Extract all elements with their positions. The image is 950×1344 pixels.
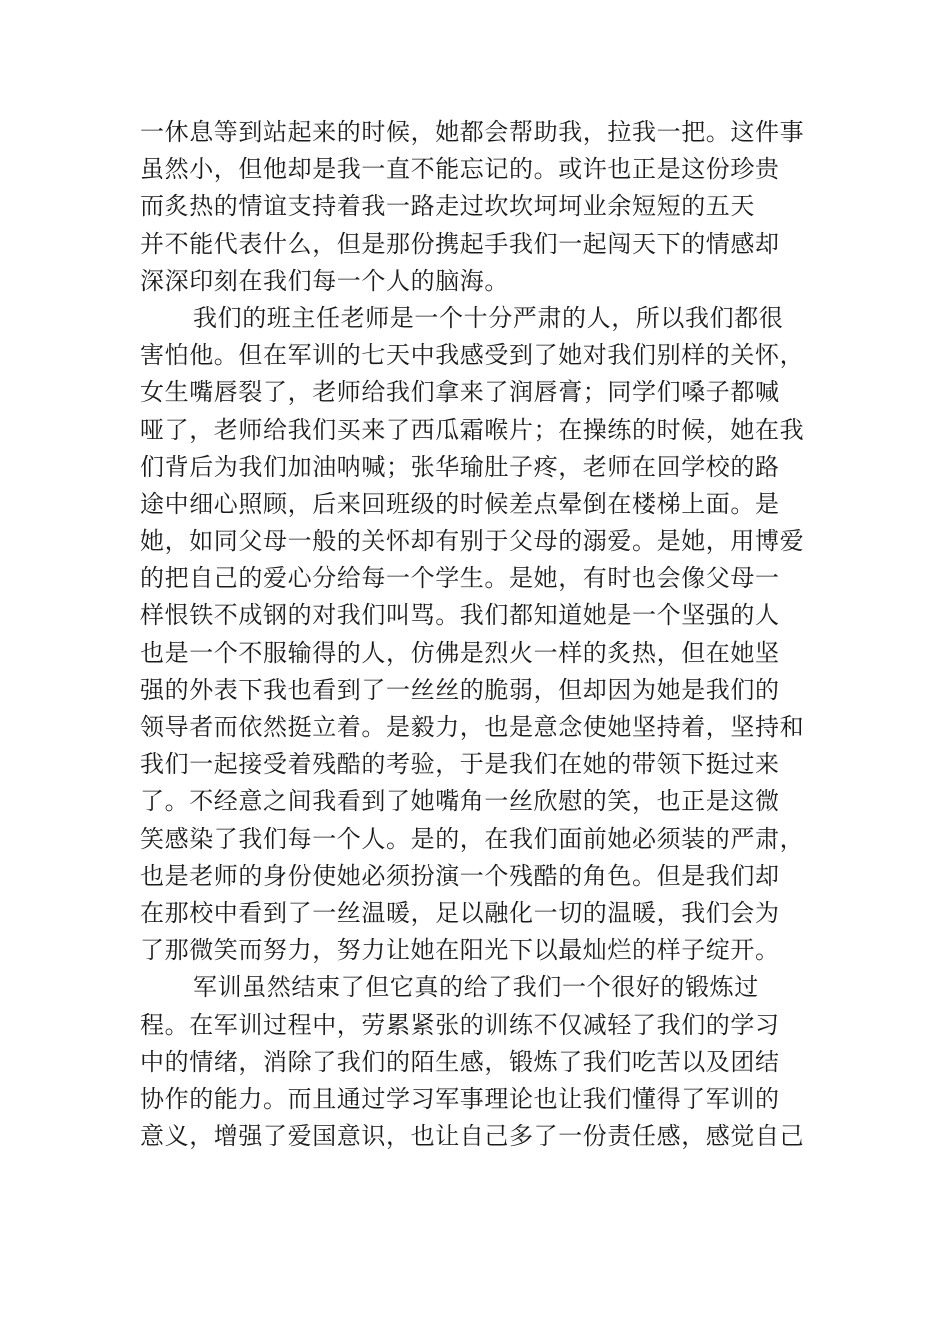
text-line: 们背后为我们加油呐喊；张华瑜肚子疼，老师在回学校的路 bbox=[140, 452, 780, 481]
text-line: 深深印刻在我们每一个人的脑海。 bbox=[140, 266, 509, 295]
text-line: 哑了，老师给我们买来了西瓜霜喉片；在操练的时候，她在我 bbox=[140, 415, 805, 444]
text-line: 害怕他。但在军训的七天中我感受到了她对我们别样的关怀， bbox=[140, 341, 805, 370]
text-line: 她，如同父母一般的关怀却有别于父母的溺爱。是她，用博爱 bbox=[140, 527, 805, 556]
text-line: 也是一个不服输得的人，仿佛是烈火一样的炙热，但在她坚 bbox=[140, 638, 780, 667]
text-line: 我们一起接受着残酷的考验，于是我们在她的带领下挺过来 bbox=[140, 750, 780, 779]
text-line: 协作的能力。而且通过学习军事理论也让我们懂得了军训的 bbox=[140, 1084, 780, 1113]
text-line: 了那微笑而努力，努力让她在阳光下以最灿烂的样子绽开。 bbox=[140, 936, 780, 965]
text-line: 军训虽然结束了但它真的给了我们一个很好的锻炼过 bbox=[193, 973, 759, 1002]
body-text bbox=[140, 114, 810, 1155]
text-line: 了。不经意之间我看到了她嘴角一丝欣慰的笑，也正是这微 bbox=[140, 787, 780, 816]
text-line: 中的情绪，消除了我们的陌生感，锻炼了我们吃苦以及团结 bbox=[140, 1047, 780, 1076]
text-line: 样恨铁不成钢的对我们叫骂。我们都知道她是一个坚强的人 bbox=[140, 601, 780, 630]
text-line: 一休息等到站起来的时候，她都会帮助我，拉我一把。这件事 bbox=[140, 118, 805, 146]
text-line: 的把自己的爱心分给每一个学生。是她，有时也会像父母一 bbox=[140, 564, 780, 593]
text-line: 程。在军训过程中，劳累紧张的训练不仅减轻了我们的学习 bbox=[140, 1010, 780, 1039]
text-line: 我们的班主任老师是一个十分严肃的人，所以我们都很 bbox=[193, 303, 784, 332]
text-line: 而炙热的情谊支持着我一路走过坎坎坷坷业余短短的五天 bbox=[140, 192, 755, 221]
text-line: 意义，增强了爱国意识，也让自己多了一份责任感，感觉自己 bbox=[140, 1122, 805, 1151]
text-line: 女生嘴唇裂了，老师给我们拿来了润唇膏；同学们嗓子都喊 bbox=[140, 378, 780, 407]
text-line: 强的外表下我也看到了一丝丝的脆弱，但却因为她是我们的 bbox=[140, 675, 780, 704]
text-line: 也是老师的身份使她必须扮演一个残酷的角色。但是我们却 bbox=[140, 861, 780, 890]
text-line: 笑感染了我们每一个人。是的，在我们面前她必须装的严肃， bbox=[140, 824, 805, 853]
text-line: 并不能代表什么，但是那份携起手我们一起闯天下的情感却 bbox=[140, 229, 780, 258]
text-line: 在那校中看到了一丝温暖，足以融化一切的温暖，我们会为 bbox=[140, 898, 780, 927]
text-line: 虽然小，但他却是我一直不能忘记的。或许也正是这份珍贵 bbox=[140, 155, 780, 184]
text-line: 途中细心照顾，后来回班级的时候差点晕倒在楼梯上面。是 bbox=[140, 489, 780, 518]
text-line: 领导者而依然挺立着。是毅力，也是意念使她坚持着，坚持和 bbox=[140, 713, 805, 741]
